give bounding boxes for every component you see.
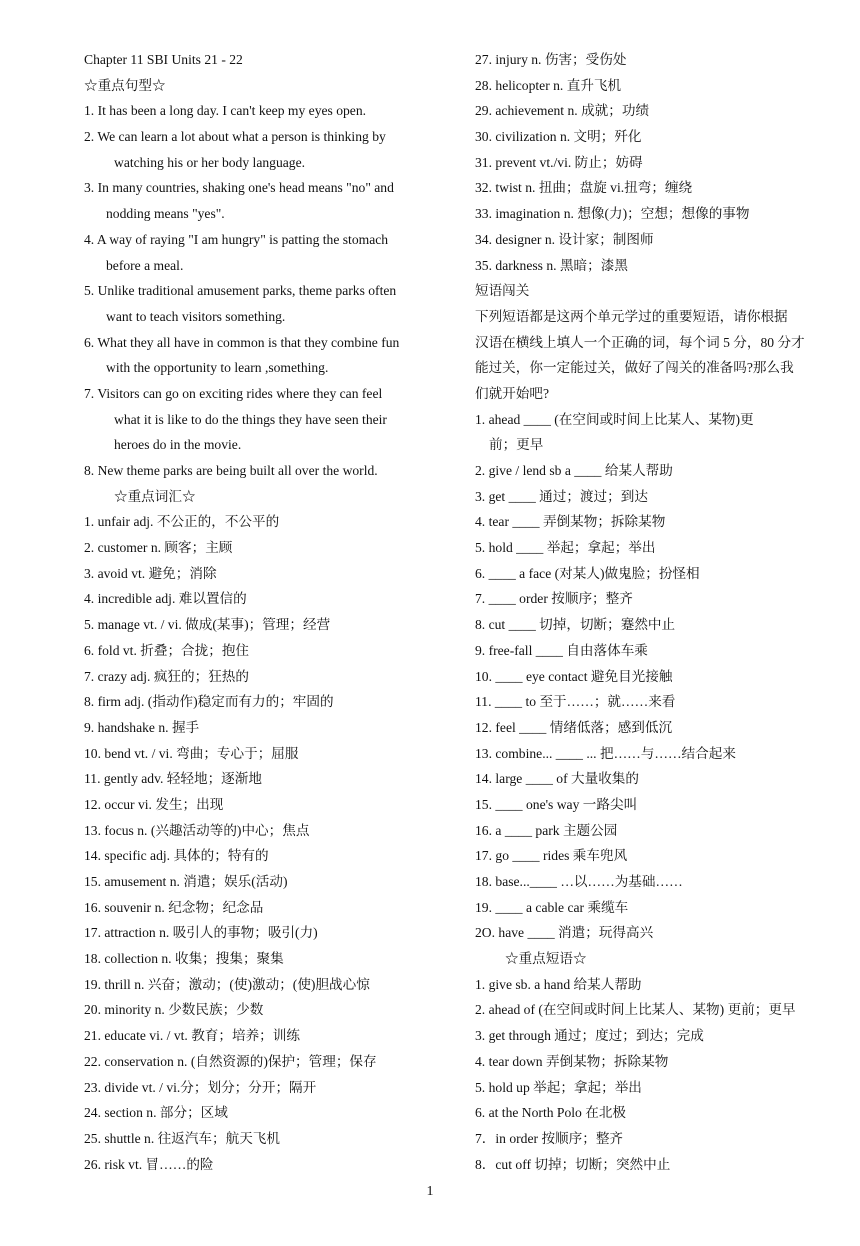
text-line: 29. achievement n. 成就；功绩 — [475, 103, 650, 119]
text-line: 19. thrill n. 兴奋；激动；(使)激动；(使)胆战心惊 — [84, 976, 370, 992]
text-line: 4. tear ____ 弄倒某物；拆除某物 — [475, 514, 666, 530]
text-line: 18. collection n. 收集；搜集；聚集 — [84, 951, 284, 967]
text-line: 7. Visitors can go on exciting rides where they can feel — [84, 385, 383, 401]
text-line: want to teach visitors something. — [106, 308, 286, 324]
text-line: 22. conservation n. (自然资源的)保护；管理；保存 — [84, 1053, 377, 1069]
text-line: 10. ____ eye contact 避免目光接触 — [475, 668, 673, 684]
text-line: 11. ____ to 至于……；就……来看 — [475, 694, 676, 710]
text-line: 5. Unlike traditional amusement parks, theme parks often — [84, 283, 397, 299]
text-line: 28. helicopter n. 直升飞机 — [475, 77, 622, 93]
text-line: 8. firm adj. (指动作)稳定而有力的；牢固的 — [84, 694, 334, 710]
text-line: 1. unfair adj. 不公正的，不公平的 — [84, 514, 280, 530]
text-line: 31. prevent vt./vi. 防止；妨碍 — [475, 154, 643, 170]
text-line: 12. occur vi. 发生；出现 — [84, 796, 224, 812]
text-line: 6. fold vt. 折叠；合拢；抱住 — [84, 642, 250, 658]
text-line: 3. avoid vt. 避免；消除 — [84, 565, 217, 581]
text-line: 能过关，你一定能过关，做好了闯关的准备吗?那么我 — [475, 360, 794, 376]
text-line: 8. New theme parks are being built all over the world. — [84, 463, 378, 478]
text-line: 7．in order 按顺序；整齐 — [475, 1130, 624, 1146]
text-line: 3. In many countries, shaking one's head means "no" and — [84, 180, 394, 196]
text-line: 9. free-fall ____ 自由落体车乘 — [475, 642, 648, 658]
text-line: 19. ____ a cable car 乘缆车 — [475, 899, 629, 915]
text-line: 27. injury n. 伤害；受伤处 — [475, 52, 627, 67]
text-line: 24. section n. 部分；区域 — [84, 1105, 228, 1121]
text-line: 7. ____ order 按顺序；整齐 — [475, 591, 633, 607]
text-line: 1. It has been a long day. I can't keep my eyes open. — [84, 103, 367, 119]
text-line: 34. designer n. 设计家；制图师 — [475, 231, 654, 247]
text-line: 4. incredible adj. 难以置信的 — [84, 591, 247, 607]
left-column — [84, 50, 444, 1180]
page-number: 1 — [426, 1184, 434, 1199]
text-line: ☆重点词汇☆ — [114, 488, 196, 504]
text-line: 3. get ____ 通过；渡过；到达 — [475, 488, 648, 504]
text-line: 2. give / lend sb a ____ 给某人帮助 — [475, 463, 673, 478]
text-line: 4. A way of raying "I am hungry" is patting the stomach — [84, 231, 389, 247]
text-line: 1. give sb. a hand 给某人帮助 — [475, 976, 642, 992]
text-line: 10. bend vt. / vi. 弯曲；专心于；屈服 — [84, 745, 299, 761]
text-line: 汉语在横线上填人一个正确的词，每个词 5 分，80 分才 — [475, 334, 805, 350]
text-line: 2. We can learn a lot about what a person is thinking by — [84, 129, 386, 145]
text-line: 8．cut off 切掉；切断；突然中止 — [475, 1156, 671, 1172]
text-line: 短语闯关 — [475, 283, 530, 299]
text-line: 2. ahead of (在空间或时间上比某人、某物) 更前；更早 — [475, 1002, 796, 1018]
text-line: 14. large ____ of 大量收集的 — [475, 771, 639, 787]
text-line: 35. darkness n. 黑暗；漆黑 — [475, 257, 628, 273]
text-line: ☆重点短语☆ — [505, 951, 587, 967]
text-line: 2O. have ____ 消遣；玩得高兴 — [475, 925, 654, 941]
text-line: ☆重点句型☆ — [84, 77, 166, 93]
text-line: 16. a ____ park 主题公园 — [475, 822, 618, 838]
text-line: watching his or her body language. — [114, 154, 306, 170]
text-line: 17. attraction n. 吸引人的事物；吸引(力) — [84, 925, 318, 941]
text-line: 32. twist n. 扭曲；盘旋 vi.扭弯；缠绕 — [475, 180, 693, 196]
text-line: 30. civilization n. 文明；歼化 — [475, 129, 642, 145]
text-line: heroes do in the movie. — [114, 437, 242, 453]
text-line: nodding means "yes". — [106, 206, 225, 222]
text-line: 13. combine... ____ ... 把……与……结合起来 — [475, 745, 736, 761]
text-line: 26. risk vt. 冒……的险 — [84, 1156, 214, 1172]
text-line: 23. divide vt. / vi.分；划分；分开；隔开 — [84, 1079, 317, 1095]
text-line: 4. tear down 弄倒某物；拆除某物 — [475, 1053, 669, 1069]
text-line: 3. get through 通过；度过；到达；完成 — [475, 1028, 704, 1044]
text-line: 6. at the North Polo 在北极 — [475, 1105, 627, 1121]
text-line: 5. hold up 举起；拿起；举出 — [475, 1079, 642, 1095]
text-line: 11. gently adv. 轻轻地；逐渐地 — [84, 771, 262, 787]
text-line: 前；更早 — [489, 437, 544, 453]
text-line: what it is like to do the things they have seen their — [114, 411, 387, 427]
text-line: 们就开始吧? — [475, 385, 550, 401]
text-line: with the opportunity to learn ,something. — [106, 360, 329, 376]
text-line: 33. imagination n. 想像(力)；空想；想像的事物 — [475, 206, 750, 222]
text-line: 14. specific adj. 具体的；特有的 — [84, 848, 269, 864]
text-line: 6. ____ a face (对某人)做鬼脸；扮怪相 — [475, 565, 700, 581]
text-line: 6. What they all have in common is that they combine fun — [84, 334, 400, 350]
text-line: 17. go ____ rides 乘车兜风 — [475, 848, 628, 864]
text-line: 7. crazy adj. 疯狂的；狂热的 — [84, 668, 249, 684]
text-line: before a meal. — [106, 257, 184, 273]
text-line: 9. handshake n. 握手 — [84, 719, 200, 735]
text-line: 5. manage vt. / vi. 做成(某事)；管理；经营 — [84, 617, 331, 633]
text-line: 下列短语都是这两个单元学过的重要短语，请你根据 — [475, 308, 788, 324]
text-line: 12. feel ____ 情绪低落；感到低沉 — [475, 719, 673, 735]
text-line: 8. cut ____ 切掉，切断；蹇然中止 — [475, 617, 676, 633]
text-line: 1. ahead ____ (在空间或时间上比某人、某物)更 — [475, 411, 754, 427]
text-line: 15. ____ one's way 一路尖叫 — [475, 796, 638, 812]
text-line: 15. amusement n. 消遣；娱乐(活动) — [84, 874, 288, 889]
text-line: 18. base...____ …以……为基础…… — [475, 874, 683, 889]
text-line: Chapter 11 SBI Units 21 - 22 — [84, 52, 243, 67]
right-column — [475, 50, 840, 1180]
text-line: 5. hold ____ 举起；拿起；举出 — [475, 540, 656, 556]
text-line: 2. customer n. 顾客；主顾 — [84, 540, 233, 556]
text-line: 25. shuttle n. 往返汽车；航天飞机 — [84, 1130, 280, 1146]
text-line: 21. educate vi. / vt. 教育；培养；训练 — [84, 1028, 300, 1044]
text-line: 13. focus n. (兴趣活动等的)中心；焦点 — [84, 822, 310, 838]
text-line: 20. minority n. 少数民族；少数 — [84, 1002, 264, 1018]
text-line: 16. souvenir n. 纪念物；纪念品 — [84, 899, 264, 915]
